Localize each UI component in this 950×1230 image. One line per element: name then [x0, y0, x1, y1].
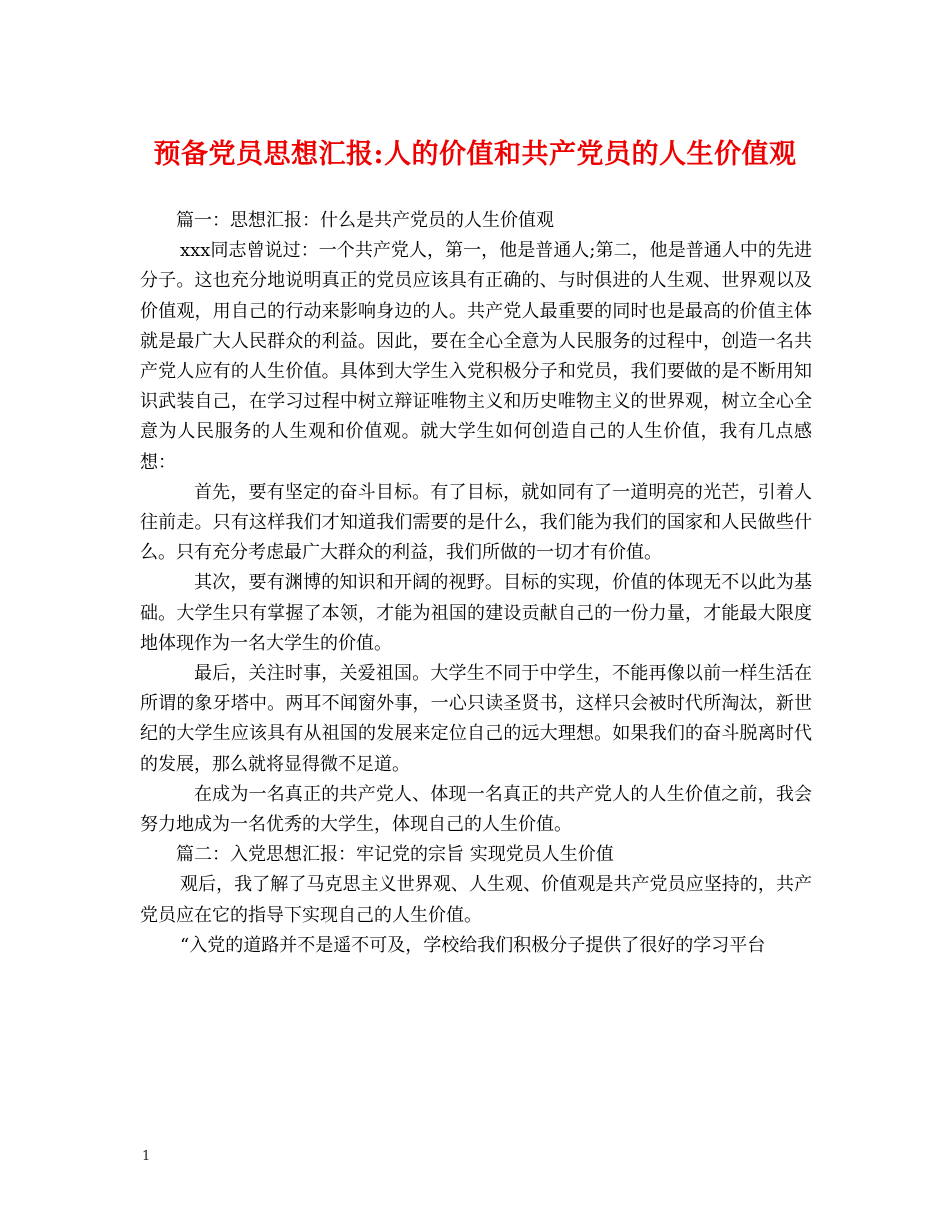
body-paragraph: xxx同志曾说过：一个共产党人，第一，他是普通人;第二，他是普通人中的先进分子。这也充分地说明真正的党员应该具有正确的、与时俱进的人生观、世界观以及价值观，用自己的行动来影响身边的人。共产党人最重要的同时也是最高的价值主体就是最广大人民群众的利益。因此，要在全心全意为人民服务的过程中，创造一名共产党人应有的人生价值。具体到大学生入党积极分子和党员，我们要做的是不断用知识武装自己，在学习过程中树立辩证唯物主义和历史唯物主义的世界观，树立全心全意为人民服务的人生观和价值观。就大学生如何创造自己的人生价值，我有几点感想： — [140, 240, 812, 473]
page-number: 1 — [142, 1149, 151, 1164]
document-body — [140, 206, 812, 961]
body-paragraph: 观后，我了解了马克思主义世界观、人生观、价值观是共产党员应坚持的，共产党员应在它的指导下实现自己的人生价值。 — [140, 874, 812, 926]
section-heading-2: 篇二：入党思想汇报：牢记党的宗旨 实现党员人生价值 — [176, 844, 614, 866]
section-heading-1: 篇一：思想汇报：什么是共产党员的人生价值观 — [176, 210, 554, 231]
body-paragraph: 最后，关注时事，关爱祖国。大学生不同于中学生，不能再像以前一样生活在所谓的象牙塔中。两耳不闻窗外事，一心只读圣贤书，这样只会被时代所淘汰，新世纪的大学生应该具有从祖国的发展来定位自己的远大理想。如果我们的奋斗脱离时代的发展，那么就将显得微不足道。 — [140, 663, 812, 775]
body-paragraph: 其次，要有渊博的知识和开阔的视野。目标的实现，价值的体现无不以此为基础。大学生只有掌握了本领，才能为祖国的建设贡献自己的一份力量，才能最大限度地体现作为一名大学生的价值。 — [140, 572, 812, 654]
body-paragraph: 首先，要有坚定的奋斗目标。有了目标，就如同有了一道明亮的光芒，引着人往前走。只有这样我们才知道我们需要的是什么，我们能为我们的国家和人民做些什么。只有充分考虑最广大群众的利益，我们所做的一切才有价值。 — [140, 481, 812, 564]
document-title: 预备党员思想汇报:人的价值和共产党员的人生价值观 — [153, 139, 797, 170]
body-paragraph: “入党的道路并不是遥不可及，学校给我们积极分子提供了很好的学习平台 — [180, 934, 766, 956]
body-paragraph: 在成为一名真正的共产党人、体现一名真正的共产党人的人生价值之前，我会努力地成为一名优秀的大学生，体现自己的人生价值。 — [140, 783, 812, 836]
